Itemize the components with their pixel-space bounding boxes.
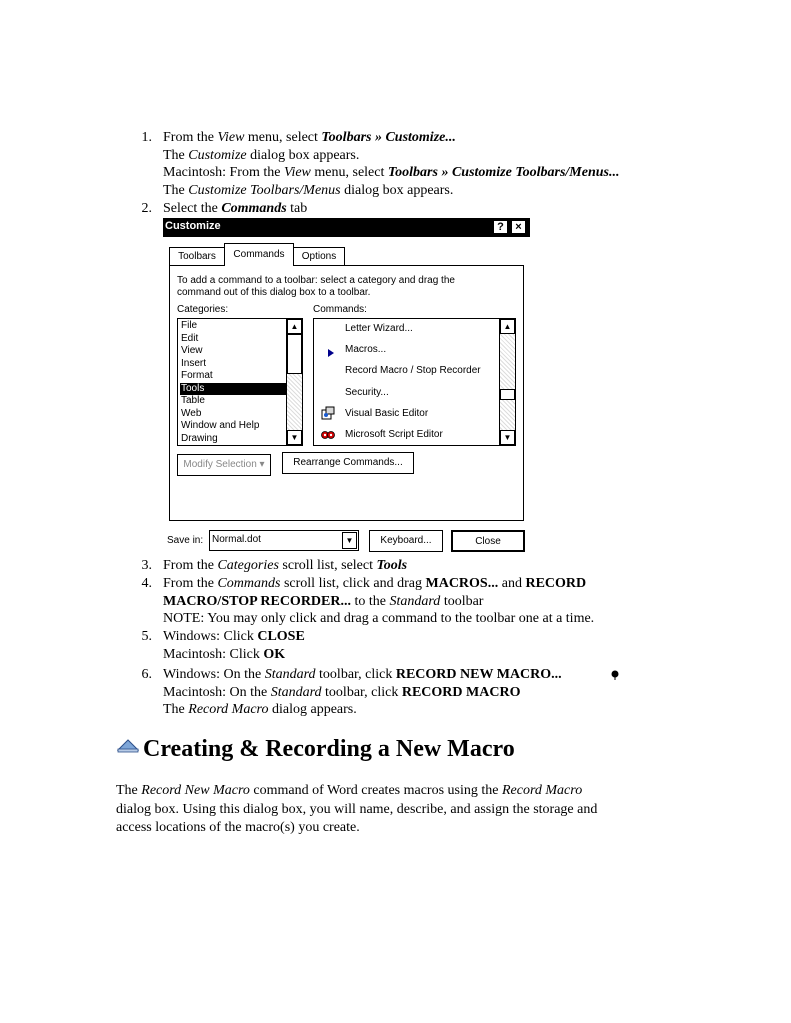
rearrange-commands-button[interactable]: Rearrange Commands... <box>282 452 414 474</box>
save-in-value: Normal.dot <box>212 534 261 545</box>
step-line <box>163 165 619 181</box>
text-run: Customize Toolbars/Menus <box>188 182 341 198</box>
instructions-text: To add a command to a toolbar: select a category and drag the command out of this dialog box to a toolbar. <box>177 275 455 298</box>
text-run: MACROS... <box>425 576 499 591</box>
text-run: OK <box>263 646 286 662</box>
text-run: scroll list, select <box>278 558 377 573</box>
category-item[interactable]: Drawing <box>181 432 218 444</box>
visual-basic-editor-icon <box>321 406 335 420</box>
tab-toolbars[interactable]: Toolbars <box>169 247 225 266</box>
step-number: 6. <box>141 667 152 682</box>
text-run: View <box>283 165 311 181</box>
text-run: CLOSE <box>257 629 305 644</box>
scroll-thumb[interactable] <box>500 389 515 400</box>
paragraph-line <box>116 820 360 836</box>
text-run: Toolbars » Customize Toolbars/Menus... <box>387 165 620 181</box>
commands-label: Commands: <box>313 304 367 315</box>
command-item[interactable]: Macros... <box>345 344 387 356</box>
category-item[interactable]: Format <box>181 370 213 381</box>
text-run: command of Word creates macros using the <box>249 783 502 798</box>
close-x-button[interactable]: × <box>511 220 526 234</box>
close-button[interactable]: Close <box>451 530 525 552</box>
step-line <box>163 130 456 146</box>
text-run: Commands <box>217 576 281 591</box>
customize-dialog <box>163 218 530 558</box>
text-run: From the <box>163 558 218 573</box>
commands-list[interactable] <box>313 318 516 446</box>
text-run: Record Macro <box>501 783 583 798</box>
text-run: Tools <box>376 558 408 573</box>
step-line <box>163 148 359 164</box>
text-run: menu, select <box>244 130 322 145</box>
scroll-down-icon[interactable]: ▼ <box>287 430 302 445</box>
text-run: Standard <box>264 667 316 682</box>
help-button[interactable]: ? <box>493 220 508 234</box>
text-run: access locations of the macro(s) you create. <box>116 820 360 835</box>
step-line <box>163 629 305 645</box>
text-run: The <box>116 783 142 798</box>
scroll-thumb[interactable] <box>287 334 302 374</box>
category-item[interactable]: Window and Help <box>181 420 260 431</box>
command-item[interactable]: Visual Basic Editor <box>345 407 429 419</box>
dialog-title: Customize <box>165 220 221 232</box>
text-run: dialog box appears. <box>246 147 360 163</box>
text-run: dialog box. Using this dialog box, you will name, describe, and assign the storage and <box>116 801 598 817</box>
text-run: Standard <box>389 593 441 609</box>
step-line <box>163 667 562 683</box>
text-run: The <box>163 182 189 198</box>
categories-scrollbar[interactable] <box>286 319 302 445</box>
category-item[interactable]: Tools <box>180 383 287 396</box>
step-number: 3. <box>141 558 152 573</box>
category-item[interactable]: Edit <box>181 332 199 344</box>
text-run: The <box>163 147 189 163</box>
chevron-down-icon[interactable]: ▼ <box>342 532 357 549</box>
text-run: and <box>498 576 526 591</box>
commands-scrollbar[interactable] <box>499 319 515 445</box>
step-line <box>163 183 453 199</box>
script-editor-icon <box>321 429 335 441</box>
dialog-titlebar <box>163 218 530 237</box>
text-run: From the <box>163 130 218 145</box>
step-line <box>163 647 285 663</box>
text-run: Record Macro <box>188 702 269 718</box>
step-line <box>163 611 594 627</box>
step-line <box>163 201 307 217</box>
text-run: Windows: On the <box>163 667 265 682</box>
command-item[interactable]: Record Macro / Stop Recorder <box>345 365 481 377</box>
paragraph-line <box>116 783 582 799</box>
text-run: Commands <box>221 201 287 216</box>
category-item[interactable]: View <box>181 345 203 356</box>
text-run: The <box>163 702 189 718</box>
command-item[interactable]: Microsoft Script Editor <box>345 429 443 440</box>
text-run: Windows: Click <box>163 629 258 644</box>
step-number: 4. <box>141 576 152 591</box>
step-number: 1. <box>141 130 152 145</box>
text-run: tab <box>286 201 308 216</box>
step-line <box>163 558 407 574</box>
scroll-up-icon[interactable]: ▲ <box>287 319 302 334</box>
step-number: 5. <box>141 629 152 644</box>
text-run: View <box>217 130 245 145</box>
text-run: Macintosh: From the <box>163 165 284 181</box>
text-run: dialog appears. <box>268 702 357 718</box>
text-run: Select the <box>163 201 222 216</box>
category-item[interactable]: Web <box>181 407 202 419</box>
text-run: Categories <box>217 558 279 573</box>
text-run: scroll list, click and drag <box>280 576 426 591</box>
text-run: menu, select <box>310 165 388 181</box>
category-item[interactable]: Insert <box>181 357 207 369</box>
step-line <box>163 594 483 610</box>
command-item[interactable]: Security... <box>345 386 389 398</box>
text-run: Standard <box>270 684 322 700</box>
text-run: toolbar, click <box>315 667 396 682</box>
text-run: Toolbars » Customize... <box>321 130 456 145</box>
category-item[interactable]: Table <box>181 395 205 406</box>
paragraph-line <box>116 802 597 818</box>
text-run: RECORD NEW MACRO... <box>395 667 562 682</box>
scroll-up-icon[interactable]: ▲ <box>500 319 515 334</box>
text-run: toolbar <box>440 593 484 609</box>
tab-options[interactable]: Options <box>293 247 345 266</box>
step-line <box>163 576 586 592</box>
save-in-select[interactable] <box>209 530 359 551</box>
text-run: MACRO/STOP RECORDER... <box>163 593 351 609</box>
text-run: RECORD <box>525 576 587 591</box>
macros-arrow-icon <box>327 348 335 358</box>
step-line <box>163 685 520 701</box>
categories-label: Categories: <box>177 304 229 315</box>
keyboard-button[interactable]: Keyboard... <box>369 530 443 552</box>
text-run: From the <box>163 576 218 591</box>
text-run: dialog box appears. <box>340 182 454 198</box>
scroll-down-icon[interactable]: ▼ <box>500 430 515 445</box>
categories-list[interactable] <box>177 318 303 446</box>
save-in-label: Save in: <box>167 535 204 546</box>
category-item[interactable]: File <box>181 320 198 331</box>
record-icon <box>610 669 622 681</box>
text-run: NOTE: You may only click and drag a command to the toolbar one at a time. <box>163 611 595 627</box>
modify-selection-button[interactable]: Modify Selection ▾ <box>177 454 271 476</box>
command-item[interactable]: Letter Wizard... <box>345 323 413 334</box>
tab-commands[interactable]: Commands <box>224 243 294 266</box>
section-icon <box>117 737 139 753</box>
text-run: to the <box>350 593 390 609</box>
step-number: 2. <box>141 201 152 216</box>
section-heading: Creating & Recording a New Macro <box>143 736 515 762</box>
text-run: Macintosh: Click <box>163 646 264 662</box>
text-run: RECORD MACRO <box>401 684 521 700</box>
text-run: Macintosh: On the <box>163 684 271 700</box>
text-run: Record New Macro <box>141 783 250 798</box>
text-run: Customize <box>188 147 247 163</box>
text-run: toolbar, click <box>321 684 402 700</box>
step-line <box>163 702 357 718</box>
